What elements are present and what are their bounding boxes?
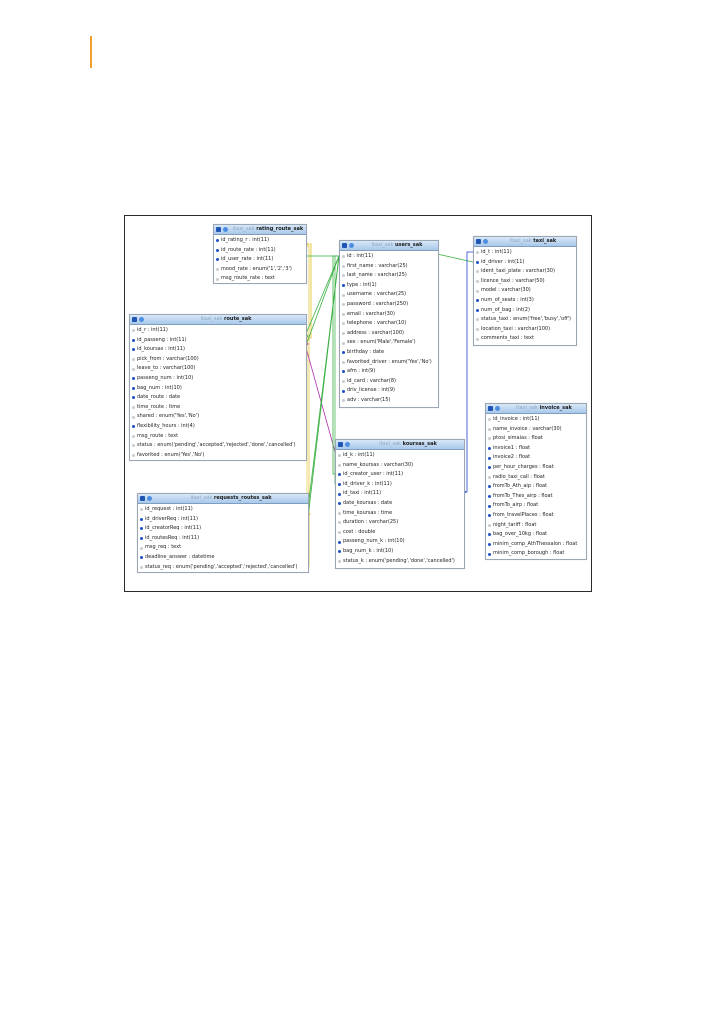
field-label: first_name : varchar(25) xyxy=(347,262,408,269)
table-field[interactable] xyxy=(336,557,464,567)
field-list xyxy=(214,235,306,284)
table-field[interactable] xyxy=(336,528,464,538)
column-icon xyxy=(476,338,479,341)
column-icon xyxy=(476,280,479,283)
field-label: ident_taxi_plate : varchar(30) xyxy=(481,268,555,275)
column-icon xyxy=(132,416,135,419)
field-label: flexibility_hours : int(4) xyxy=(137,422,195,429)
collapse-icon[interactable] xyxy=(476,239,481,244)
index-key-icon xyxy=(342,390,345,393)
field-label: cost : double xyxy=(343,528,376,535)
table-field[interactable] xyxy=(138,534,308,544)
field-label: username : varchar(25) xyxy=(347,291,407,298)
index-key-icon xyxy=(132,425,135,428)
column-icon xyxy=(132,358,135,361)
field-label: fromTo_airp : float xyxy=(493,502,539,509)
table-field[interactable] xyxy=(138,553,308,563)
field-list xyxy=(486,414,586,559)
index-key-icon xyxy=(476,261,479,264)
table-field[interactable] xyxy=(486,492,586,502)
index-key-icon xyxy=(488,505,491,508)
er-diagram xyxy=(124,215,592,592)
index-key-icon xyxy=(132,339,135,342)
database-name: itaxi_sak xyxy=(232,226,255,232)
table-title xyxy=(154,494,308,503)
field-label: id_r : int(11) xyxy=(137,327,168,333)
column-icon xyxy=(140,547,143,550)
table-field[interactable] xyxy=(130,355,306,365)
field-label: id_user_rate : int(11) xyxy=(221,256,274,263)
field-label: id_creatorReq : int(11) xyxy=(145,525,202,532)
table-field[interactable] xyxy=(486,425,586,435)
column-icon xyxy=(342,303,345,306)
table-field[interactable] xyxy=(336,489,464,499)
table-koursas[interactable] xyxy=(335,439,465,569)
table-field[interactable] xyxy=(486,549,586,559)
column-icon xyxy=(342,322,345,325)
field-label: fromTo_Ath_aip : float xyxy=(493,483,548,490)
index-key-icon xyxy=(338,493,341,496)
column-icon xyxy=(132,329,135,332)
column-icon xyxy=(342,294,345,297)
index-key-icon xyxy=(342,351,345,354)
table-field[interactable] xyxy=(130,422,306,432)
index-key-icon xyxy=(132,387,135,390)
table-field[interactable] xyxy=(336,518,464,528)
field-label: type : int(1) xyxy=(347,281,377,288)
table-field[interactable] xyxy=(130,326,306,336)
field-label: time_koursas : time xyxy=(343,509,393,516)
field-label: address : varchar(100) xyxy=(347,329,404,336)
table-field[interactable] xyxy=(336,451,464,461)
field-label: model : varchar(30) xyxy=(481,287,531,294)
field-label: id_taxi : int(11) xyxy=(343,490,382,497)
table-field[interactable] xyxy=(336,480,464,490)
field-label: per_hour_charges : float xyxy=(493,463,554,470)
field-label: duration : varchar(25) xyxy=(343,519,399,526)
collapse-icon[interactable] xyxy=(216,227,221,232)
column-icon xyxy=(488,428,491,431)
table-field[interactable] xyxy=(474,267,576,277)
index-key-icon xyxy=(488,447,491,450)
column-icon xyxy=(338,560,341,563)
table-field[interactable] xyxy=(340,290,438,300)
field-label: time_route : time xyxy=(137,403,181,410)
field-label: afm : int(9) xyxy=(347,368,376,375)
index-key-icon xyxy=(488,533,491,536)
table-field[interactable] xyxy=(336,547,464,557)
database-name: itaxi_sak xyxy=(371,242,394,248)
column-icon xyxy=(488,476,491,479)
field-label: birthday : date xyxy=(347,348,385,355)
table-name: invoice_sak xyxy=(539,405,572,411)
table-field[interactable] xyxy=(340,300,438,310)
table-field[interactable] xyxy=(138,515,308,525)
table-name: route_sak xyxy=(224,316,252,322)
field-label: adv : varchar(15) xyxy=(347,396,391,403)
column-icon xyxy=(476,251,479,254)
database-name: itaxi_sak xyxy=(190,495,213,501)
column-icon xyxy=(338,454,341,457)
table-field[interactable] xyxy=(474,334,576,344)
collapse-icon[interactable] xyxy=(342,243,347,248)
field-label: id_request : int(11) xyxy=(145,506,193,512)
table-field[interactable] xyxy=(336,537,464,547)
table-header[interactable] xyxy=(214,225,306,235)
table-field[interactable] xyxy=(138,563,308,573)
table-icon xyxy=(139,317,144,322)
field-label: comments_taxi : text xyxy=(481,335,534,342)
index-key-icon xyxy=(216,249,219,252)
table-field[interactable] xyxy=(486,482,586,492)
table-icon xyxy=(495,406,500,411)
index-key-icon xyxy=(342,370,345,373)
field-label: telephone : varchar(10) xyxy=(347,320,407,327)
table-route[interactable] xyxy=(129,314,307,461)
table-field[interactable] xyxy=(486,444,586,454)
table-title xyxy=(146,315,306,324)
table-header[interactable] xyxy=(340,241,438,251)
field-label: bag_over_10kg : float xyxy=(493,531,548,538)
table-field[interactable] xyxy=(486,530,586,540)
field-label: password : varchar(250) xyxy=(347,300,409,307)
table-field[interactable] xyxy=(486,415,586,425)
field-label: deadline_answer : datetime xyxy=(145,553,215,560)
table-field[interactable] xyxy=(214,246,306,256)
table-title xyxy=(352,440,464,449)
field-list xyxy=(336,450,464,566)
column-icon xyxy=(132,454,135,457)
table-name: requests_routes_sak xyxy=(213,495,272,501)
table-rating-route[interactable] xyxy=(213,224,307,284)
column-icon xyxy=(342,274,345,277)
field-label: num_of_bag : int(2) xyxy=(481,306,530,313)
field-label: msg_req : text xyxy=(145,544,182,551)
table-field[interactable] xyxy=(336,470,464,480)
table-field[interactable] xyxy=(340,358,438,368)
index-key-icon xyxy=(132,348,135,351)
table-field[interactable] xyxy=(130,364,306,374)
table-taxi[interactable] xyxy=(473,236,577,346)
table-header[interactable] xyxy=(130,315,306,325)
index-key-icon xyxy=(338,473,341,476)
table-requests-routes[interactable] xyxy=(137,493,309,573)
field-label: msg_route_rate : text xyxy=(221,275,275,282)
field-label: from_travelPlaces : float xyxy=(493,511,554,518)
column-icon xyxy=(338,531,341,534)
index-key-icon xyxy=(216,258,219,261)
column-icon xyxy=(476,328,479,331)
table-field[interactable] xyxy=(138,505,308,515)
table-icon xyxy=(147,496,152,501)
table-field[interactable] xyxy=(130,412,306,422)
relation-line xyxy=(305,344,339,466)
field-label: id_creator_user : int(11) xyxy=(343,471,404,478)
field-label: driv_license : int(9) xyxy=(347,387,395,394)
field-label: date_koursas : date xyxy=(343,499,393,506)
table-field[interactable] xyxy=(486,473,586,483)
table-field[interactable] xyxy=(486,434,586,444)
field-label: id_card : varchar(8) xyxy=(347,377,396,384)
column-icon xyxy=(216,278,219,281)
index-key-icon xyxy=(488,466,491,469)
field-label: location_taxi : varchar(100) xyxy=(481,325,551,332)
field-label: id_driverReq : int(11) xyxy=(145,515,198,522)
field-label: status_k : enum('pending','done','cancelled') xyxy=(343,557,455,564)
column-icon xyxy=(132,435,135,438)
field-label: status : enum('pending','accepted','rejected','done','cancelled') xyxy=(137,442,296,449)
table-icon xyxy=(349,243,354,248)
field-label: shared : enum('Yes','No') xyxy=(137,413,200,420)
collapse-icon[interactable] xyxy=(140,496,145,501)
field-list xyxy=(138,504,308,572)
field-label: id_passeng : int(11) xyxy=(137,336,187,343)
field-label: radio_taxi_call : float xyxy=(493,473,545,480)
field-list xyxy=(474,247,576,344)
column-icon xyxy=(342,265,345,268)
column-icon xyxy=(476,318,479,321)
column-icon xyxy=(342,313,345,316)
index-key-icon xyxy=(216,239,219,242)
table-field[interactable] xyxy=(130,403,306,413)
table-field[interactable] xyxy=(130,374,306,384)
table-field[interactable] xyxy=(340,386,438,396)
table-title xyxy=(502,404,586,413)
index-key-icon xyxy=(476,299,479,302)
table-field[interactable] xyxy=(340,281,438,291)
table-field[interactable] xyxy=(340,348,438,358)
field-label: pick_from : varchar(100) xyxy=(137,355,199,362)
index-key-icon xyxy=(338,502,341,505)
field-label: id_driver : int(11) xyxy=(481,258,525,265)
table-field[interactable] xyxy=(340,367,438,377)
field-label: favorited : enum('Yes','No') xyxy=(137,451,205,458)
field-label: last_name : varchar(25) xyxy=(347,272,407,279)
field-label: id_routesReq : int(11) xyxy=(145,534,200,541)
table-field[interactable] xyxy=(474,296,576,306)
table-header[interactable] xyxy=(336,440,464,450)
table-users[interactable] xyxy=(339,240,439,408)
index-key-icon xyxy=(488,543,491,546)
index-key-icon xyxy=(338,541,341,544)
table-field[interactable] xyxy=(336,461,464,471)
column-icon xyxy=(342,399,345,402)
field-label: id_invoice : int(11) xyxy=(493,416,540,422)
field-label: licence_taxi : varchar(50) xyxy=(481,277,545,284)
field-label: bag_num_k : int(10) xyxy=(343,547,394,554)
field-label: leave_to : varchar(100) xyxy=(137,365,196,372)
table-invoice[interactable] xyxy=(485,403,587,560)
column-icon xyxy=(488,524,491,527)
table-field[interactable] xyxy=(214,255,306,265)
field-label: mood_rate : enum('1','2','3') xyxy=(221,265,292,272)
column-icon xyxy=(216,268,219,271)
field-label: bag_num : int(10) xyxy=(137,384,182,391)
collapse-icon[interactable] xyxy=(132,317,137,322)
table-field[interactable] xyxy=(130,393,306,403)
index-key-icon xyxy=(488,485,491,488)
field-label: id_koursas : int(11) xyxy=(137,346,185,353)
field-list xyxy=(340,251,438,406)
field-label: msg_route : text xyxy=(137,432,179,439)
field-label: status_req : enum('pending','accepted','rejected','cancelled') xyxy=(145,563,298,570)
index-key-icon xyxy=(132,377,135,380)
index-key-icon xyxy=(140,518,143,521)
relation-line xyxy=(437,254,473,262)
column-icon xyxy=(342,342,345,345)
index-key-icon xyxy=(488,514,491,517)
field-label: status_taxi : enum('free','busy','off') xyxy=(481,316,571,323)
table-field[interactable] xyxy=(340,319,438,329)
field-label: ptosi_simaias : float xyxy=(493,435,543,442)
collapse-icon[interactable] xyxy=(338,442,343,447)
table-field[interactable] xyxy=(340,262,438,272)
field-label: night_tariff : float xyxy=(493,521,537,528)
column-icon xyxy=(338,512,341,515)
table-header[interactable] xyxy=(138,494,308,504)
table-icon xyxy=(483,239,488,244)
table-field[interactable] xyxy=(474,248,576,258)
database-name: itaxi_sak xyxy=(516,405,538,411)
column-icon xyxy=(338,521,341,524)
table-field[interactable] xyxy=(340,271,438,281)
table-field[interactable] xyxy=(486,521,586,531)
table-icon xyxy=(345,442,350,447)
table-field[interactable] xyxy=(474,315,576,325)
table-title xyxy=(230,225,306,234)
table-field[interactable] xyxy=(130,345,306,355)
field-label: favorited_driver : enum('Yes','No') xyxy=(347,358,432,365)
column-icon xyxy=(342,361,345,364)
database-name: itaxi_sak xyxy=(200,316,223,322)
page-accent-bar xyxy=(90,36,92,68)
index-key-icon xyxy=(140,527,143,530)
field-label: fromTo_Thes_airp : float xyxy=(493,492,553,499)
table-field[interactable] xyxy=(130,336,306,346)
column-icon xyxy=(342,255,345,258)
table-name: koursas_sak xyxy=(402,441,437,447)
table-name: users_sak xyxy=(394,242,423,248)
field-label: id : int(11) xyxy=(347,253,374,259)
database-name: itaxi_sak xyxy=(379,441,402,447)
table-field[interactable] xyxy=(130,441,306,451)
column-icon xyxy=(140,508,143,511)
table-title xyxy=(356,241,438,250)
collapse-icon[interactable] xyxy=(488,406,493,411)
table-field[interactable] xyxy=(138,524,308,534)
field-label: id_k : int(11) xyxy=(343,452,375,458)
table-name: rating_route_sak xyxy=(256,226,304,232)
table-header[interactable] xyxy=(474,237,576,247)
table-field[interactable] xyxy=(340,310,438,320)
table-icon xyxy=(223,227,228,232)
column-icon xyxy=(342,332,345,335)
field-list xyxy=(130,325,306,460)
column-icon xyxy=(338,464,341,467)
table-field[interactable] xyxy=(486,540,586,550)
index-key-icon xyxy=(140,537,143,540)
column-icon xyxy=(140,566,143,569)
table-field[interactable] xyxy=(130,432,306,442)
table-field[interactable] xyxy=(486,511,586,521)
table-field[interactable] xyxy=(214,265,306,275)
index-key-icon xyxy=(140,556,143,559)
field-label: minim_comp_AthThessalon : float xyxy=(493,540,578,547)
table-title xyxy=(490,237,576,246)
index-key-icon xyxy=(488,495,491,498)
table-field[interactable] xyxy=(340,396,438,406)
index-key-icon xyxy=(132,396,135,399)
field-label: id_t : int(11) xyxy=(481,249,512,255)
table-field[interactable] xyxy=(214,236,306,246)
field-label: invoice2 : float xyxy=(493,454,531,461)
field-label: id_route_rate : int(11) xyxy=(221,246,276,253)
table-field[interactable] xyxy=(340,329,438,339)
table-field[interactable] xyxy=(474,277,576,287)
field-label: name_koursas : varchar(30) xyxy=(343,461,414,468)
table-field[interactable] xyxy=(474,286,576,296)
table-name: taxi_sak xyxy=(533,238,557,244)
field-label: name_invoice : varchar(30) xyxy=(493,425,562,432)
field-label: minim_comp_borough : float xyxy=(493,550,565,557)
table-field[interactable] xyxy=(138,543,308,553)
table-field[interactable] xyxy=(336,499,464,509)
table-field[interactable] xyxy=(474,325,576,335)
column-icon xyxy=(132,406,135,409)
index-key-icon xyxy=(342,284,345,287)
index-key-icon xyxy=(476,309,479,312)
table-field[interactable] xyxy=(130,451,306,461)
table-field[interactable] xyxy=(486,453,586,463)
column-icon xyxy=(488,418,491,421)
column-icon xyxy=(476,290,479,293)
index-key-icon xyxy=(488,553,491,556)
table-field[interactable] xyxy=(214,274,306,284)
table-field[interactable] xyxy=(340,252,438,262)
table-field[interactable] xyxy=(474,306,576,316)
field-label: passeng_num_k : int(10) xyxy=(343,538,405,545)
table-field[interactable] xyxy=(486,501,586,511)
table-field[interactable] xyxy=(474,258,576,268)
field-label: num_of_seats : int(3) xyxy=(481,296,534,303)
database-name: itaxi_sak xyxy=(509,238,532,244)
field-label: sex : enum('Male','Female') xyxy=(347,339,416,346)
field-label: passeng_num : int(10) xyxy=(137,374,194,381)
index-key-icon xyxy=(338,550,341,553)
field-label: invoice1 : float xyxy=(493,444,531,451)
index-key-icon xyxy=(338,483,341,486)
column-icon xyxy=(342,380,345,383)
column-icon xyxy=(132,444,135,447)
index-key-icon xyxy=(488,457,491,460)
table-field[interactable] xyxy=(130,384,306,394)
field-label: date_route : date xyxy=(137,394,181,401)
column-icon xyxy=(132,368,135,371)
table-field[interactable] xyxy=(336,509,464,519)
table-field[interactable] xyxy=(340,338,438,348)
field-label: id_rating_r : int(11) xyxy=(221,237,270,243)
table-header[interactable] xyxy=(486,404,586,414)
field-label: email : varchar(30) xyxy=(347,310,395,317)
column-icon xyxy=(488,437,491,440)
table-field[interactable] xyxy=(340,377,438,387)
column-icon xyxy=(476,270,479,273)
field-label: id_driver_k : int(11) xyxy=(343,480,392,487)
table-field[interactable] xyxy=(486,463,586,473)
